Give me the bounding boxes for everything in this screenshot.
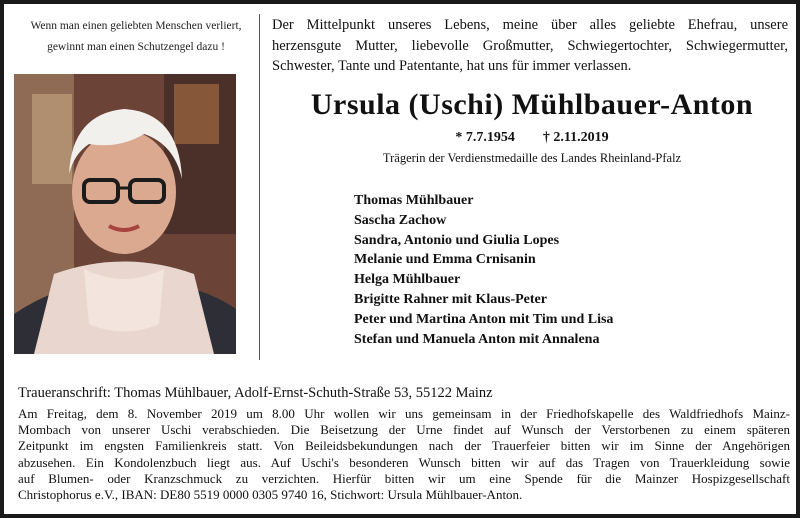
family-member: Stefan und Manuela Anton mit Annalena [354,331,600,347]
info-line: auf Blumen- oder Kranzschmuck zu verzichten. Hierfür bitten wir um eine Spende für die Mainzer Hospizgesellschaft [18,470,790,486]
family-member: Helga Mühlbauer [354,272,461,288]
intro-line: Schwester, Tante und Patentante, hat uns für immer verlassen. [272,58,632,74]
family-member: Peter und Martina Anton mit Tim und Lisa [354,311,614,327]
quote-line: gewinnt man einen Schutzengel dazu ! [47,41,225,53]
column-divider [259,14,260,360]
memorial-quote [14,16,258,58]
info-line: Zeitpunkt im engsten Familienkreis statt. Von Beileidsbekundungen nach der Trauerfeier bitten wir im Sinne der Angehörigen [18,438,790,454]
intro-line: Der Mittelpunkt unseres Lebens, meine über alles geliebte Ehefrau, unsere [272,17,788,33]
info-line: Mombach von unserer Uschi verabschieden. Die Beisetzung der Urne findet auf Wunsch der Verstorbenen zu einem späteren [18,422,790,438]
intro-text [272,15,788,77]
life-dates [272,130,792,146]
quote-line: Wenn man einen geliebten Menschen verliert, [30,20,242,32]
family-list [354,191,613,349]
deceased-name: Ursula (Uschi) Mühlbauer-Anton [310,88,754,121]
family-member: Thomas Mühlbauer [354,193,474,208]
info-line: Am Freitag, dem 8. November 2019 um 8.00 Uhr wollen wir uns gemeinsam in der Friedhofskapelle des Waldfriedhofs Mainz- [18,406,790,421]
honor-line: Trägerin der Verdienstmedaille des Landes Rheinland-Pfalz [382,151,682,165]
mourning-address: Traueranschrift: Thomas Mühlbauer, Adolf-Ernst-Schuth-Straße 53, 55122 Mainz [18,385,493,401]
portrait-illustration [14,74,236,354]
info-line: Christophorus e.V., IBAN: DE80 5519 0000 0305 9740 16, Stichwort: Ursula Mühlbauer-Anton. [18,487,523,503]
birth-date: * 7.7.1954 [455,130,515,145]
family-member: Melanie und Emma Crnisanin [354,252,536,268]
portrait-photo [14,74,236,354]
info-line: abzusehen. Ein Kondolenzbuch liegt aus. Auf Uschi's besonderen Wunsch bitten wir auf das Tragen von Trauerkleidung sowie [18,454,790,470]
funeral-info [18,406,790,503]
family-member: Sandra, Antonio und Giulia Lopes [354,232,560,248]
intro-line: herzensgute Mutter, liebevolle Großmutter, Schwiegertochter, Schwiegermutter, [272,37,788,54]
family-member: Sascha Zachow [354,212,447,228]
family-member: Brigitte Rahner mit Klaus-Peter [354,291,547,307]
death-date: † 2.11.2019 [542,130,609,145]
